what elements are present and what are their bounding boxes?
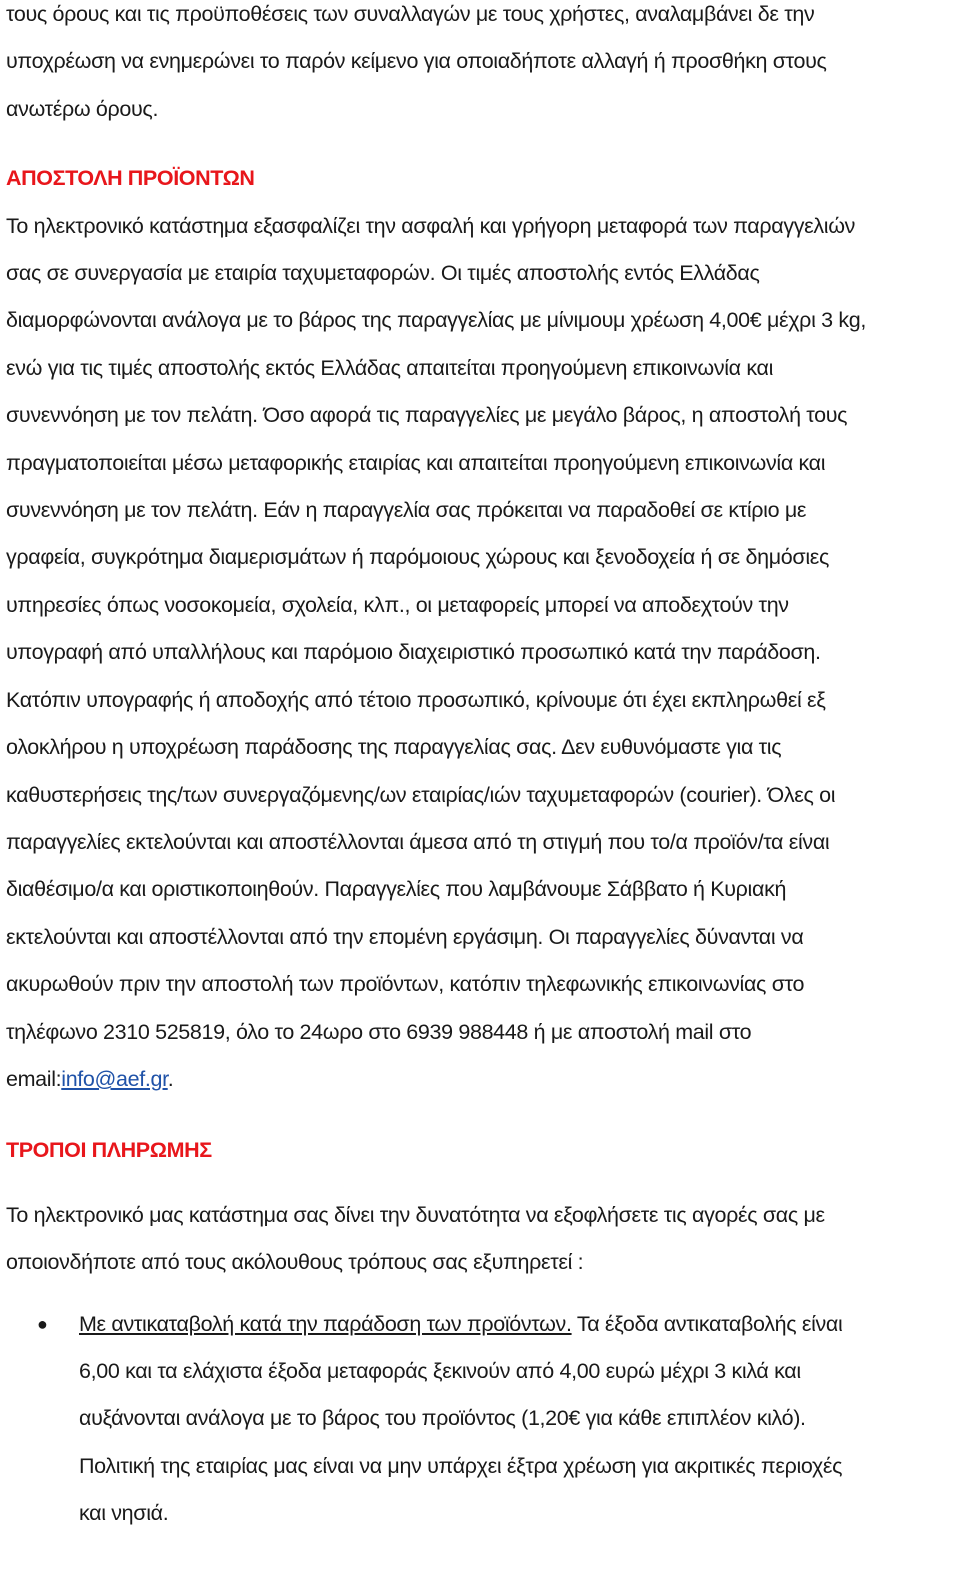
payment-intro-line: Το ηλεκτρονικό μας κατάστημα σας δίνει την δυνατότητα να εξοφλήσετε τις αγορές σας με (6, 1202, 825, 1227)
payment-method-title: Με αντικαταβολή κατά την παράδοση των προϊόντων. (79, 1311, 572, 1336)
email-link[interactable]: info@aef.gr (61, 1066, 168, 1091)
shipping-line: ολοκλήρου η υποχρέωση παράδοσης της παραγγελίας σας. Δεν ευθυνόμαστε για τις (6, 735, 782, 760)
shipping-line: εκτελούνται και αποστέλλονται από την επομένη εργάσιμη. Οι παραγγελίες δύνανται να (6, 924, 804, 949)
email-suffix: . (167, 1066, 174, 1091)
payment-method-line: Πολιτική της εταιρίας μας είναι να μην υπάρχει έξτρα χρέωση για ακριτικές περιοχές (79, 1453, 843, 1478)
payment-heading: ΤΡΟΠΟΙ ΠΛΗΡΩΜΗΣ (6, 1138, 212, 1163)
payment-method-text: Τα έξοδα αντικαταβολής είναι (571, 1311, 843, 1336)
shipping-line: ενώ για τις τιμές αποστολής εκτός Ελλάδας απαιτείται προηγούμενη επικοινωνία και (6, 355, 774, 380)
shipping-paragraph (6, 203, 951, 1104)
shipping-line: παραγγελίες εκτελούνται και αποστέλλονται άμεσα από τη στιγμή που το/α προϊόν/τα είναι (6, 829, 830, 854)
payment-method-line: και νησιά. (79, 1501, 169, 1526)
shipping-line: Το ηλεκτρονικό κατάστημα εξασφαλίζει την ασφαλή και γρήγορη μεταφορά των παραγγελιών (6, 213, 856, 238)
payment-method-line: 6,00 και τα ελάχιστα έξοδα μεταφοράς ξεκινούν από 4,00 ευρώ μέχρι 3 κιλά και (79, 1358, 801, 1383)
shipping-line: πραγματοποιείται μέσω μεταφορικής εταιρίας και απαιτείται προηγούμενη επικοινωνία και (6, 450, 826, 475)
shipping-line: υπηρεσίες όπως νοσοκομεία, σχολεία, κλπ., οι μεταφορείς μπορεί να αποδεχτούν την (6, 592, 789, 617)
shipping-line: διαμορφώνονται ανάλογα με το βάρος της παραγγελίας με μίνιμουμ χρέωση 4,00€ μέχρι 3 kg, (6, 308, 866, 333)
intro-paragraph (6, 0, 951, 133)
shipping-line: Κατόπιν υπογραφής ή αποδοχής από τέτοιο προσωπικό, κρίνουμε ότι έχει εκπληρωθεί εξ (6, 687, 826, 712)
shipping-line: σας σε συνεργασία με εταιρία ταχυμεταφορών. Οι τιμές αποστολής εντός Ελλάδας (6, 261, 760, 286)
intro-line: τους όρους και τις προϋποθέσεις των συναλλαγών με τους χρήστες, αναλαμβάνει δε την (6, 2, 815, 26)
intro-line: ανωτέρω όρους. (6, 96, 159, 121)
payment-method-cod (6, 1301, 951, 1538)
shipping-line: συνεννόηση με τον πελάτη. Όσο αφορά τις παραγγελίες με μεγάλο βάρος, η αποστολή τους (6, 403, 848, 428)
shipping-heading: ΑΠΟΣΤΟΛΗ ΠΡΟΪΟΝΤΩΝ (6, 166, 255, 191)
bullet-dot-icon: ● (37, 1313, 48, 1334)
shipping-line: τηλέφωνο 2310 525819, όλο το 24ωρο στο 6939 988448 ή με αποστολή mail στο (6, 1019, 752, 1044)
shipping-line: γραφεία, συγκρότημα διαμερισμάτων ή παρόμοιους χώρους και ξενοδοχεία ή σε δημόσιες (6, 545, 830, 570)
payment-intro-line: οποιονδήποτε από τους ακόλουθους τρόπους σας εξυπηρετεί : (6, 1250, 584, 1275)
payment-method-line: αυξάνονται ανάλογα με το βάρος του προϊόντος (1,20€ για κάθε επιπλέον κιλό). (79, 1406, 806, 1431)
email-label: email: (6, 1066, 62, 1091)
payment-intro-paragraph (6, 1192, 951, 1287)
shipping-line: ακυρωθούν πριν την αποστολή των προϊόντων, κατόπιν τηλεφωνικής επικοινωνίας στο (6, 972, 805, 997)
intro-line: υποχρέωση να ενημερώνει το παρόν κείμενο για οποιαδήποτε αλλαγή ή προσθήκη στους (6, 49, 827, 74)
shipping-line: καθυστερήσεις της/των συνεργαζόμενης/ων εταιρίας/ιών ταχυμεταφορών (courier). Όλες οι (6, 782, 836, 807)
payment-methods-list (6, 1301, 951, 1538)
shipping-line: συνεννόηση με τον πελάτη. Εάν η παραγγελία σας πρόκειται να παραδοθεί σε κτίριο με (6, 498, 807, 523)
document-page (6, 0, 951, 1538)
shipping-line: διαθέσιμο/α και οριστικοποιηθούν. Παραγγελίες που λαμβάνουμε Σάββατο ή Κυριακή (6, 877, 787, 902)
shipping-line: υπογραφή από υπαλλήλους και παρόμοιο διαχειριστικό προσωπικό κατά την παράδοση. (6, 640, 821, 665)
